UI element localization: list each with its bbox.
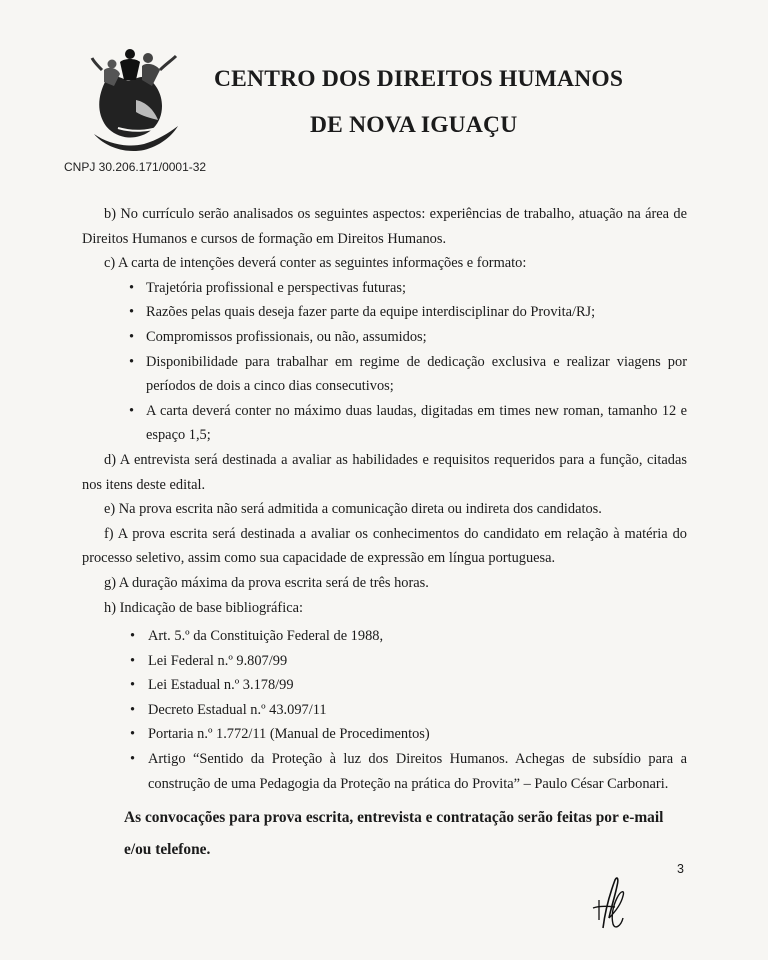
list-item: • Portaria n.º 1.772/11 (Manual de Procedimentos) bbox=[82, 722, 687, 747]
list-item: • Razões pelas quais deseja fazer parte da equipe interdisciplinar do Provita/RJ; bbox=[82, 300, 687, 325]
list-item: • Decreto Estadual n.º 43.097/11 bbox=[82, 698, 687, 723]
organization-name: CENTRO DOS DIREITOS HUMANOS bbox=[214, 66, 624, 92]
item-f: f) A prova escrita será destinada a avaliar os conhecimentos do candidato em relação à matéria do processo seletivo, assim como sua capacidade de expressão em língua portuguesa. bbox=[82, 525, 687, 567]
list-item: • Compromissos profissionais, ou não, assumidos; bbox=[82, 325, 687, 350]
item-h: h) Indicação de base bibliográfica: bbox=[104, 599, 303, 616]
list-item: • Artigo “Sentido da Proteção à luz dos Direitos Humanos. Achegas de subsídio para a construção de uma Pedagogia da Proteção na prática do Provita” – Paulo César Carbonari. bbox=[82, 747, 687, 796]
page-number: 3 bbox=[677, 862, 684, 876]
list-item: • Lei Federal n.º 9.807/99 bbox=[82, 649, 687, 674]
organization-city: DE NOVA IGUAÇU bbox=[310, 112, 518, 138]
closing-notice: As convocações para prova escrita, entrevista e contratação serão feitas por e-mail e/ou telefone. bbox=[124, 809, 664, 858]
item-g: g) A duração máxima da prova escrita será de três horas. bbox=[104, 574, 429, 591]
list-item: • Art. 5.º da Constituição Federal de 1988, bbox=[82, 624, 687, 649]
cnpj-number: CNPJ 30.206.171/0001-32 bbox=[64, 160, 207, 174]
list-item: • Lei Estadual n.º 3.178/99 bbox=[82, 673, 687, 698]
item-e: e) Na prova escrita não será admitida a comunicação direta ou indireta dos candidatos. bbox=[104, 501, 602, 518]
item-d: d) A entrevista será destinada a avaliar as habilidades e requisitos requeridos para a função, citadas nos itens deste edital. bbox=[82, 451, 687, 493]
list-item: • A carta deverá conter no máximo duas laudas, digitadas em times new roman, tamanho 12 e espaço 1,5; bbox=[82, 399, 687, 448]
document-body bbox=[82, 202, 687, 796]
organization-logo-icon bbox=[88, 40, 184, 152]
bibliography-list bbox=[82, 624, 687, 796]
item-c-list bbox=[82, 276, 687, 448]
list-item: • Disponibilidade para trabalhar em regime de dedicação exclusiva e realizar viagens por períodos de dois a cinco dias consecutivos; bbox=[82, 350, 687, 399]
item-c: c) A carta de intenções deverá conter as seguintes informações e formato: bbox=[104, 255, 527, 272]
signature-icon bbox=[585, 872, 635, 934]
item-b: b) No currículo serão analisados os seguintes aspectos: experiências de trabalho, atuação na área de Direitos Humanos e cursos de formação em Direitos Humanos. bbox=[82, 206, 687, 247]
list-item: • Trajetória profissional e perspectivas futuras; bbox=[82, 276, 687, 301]
